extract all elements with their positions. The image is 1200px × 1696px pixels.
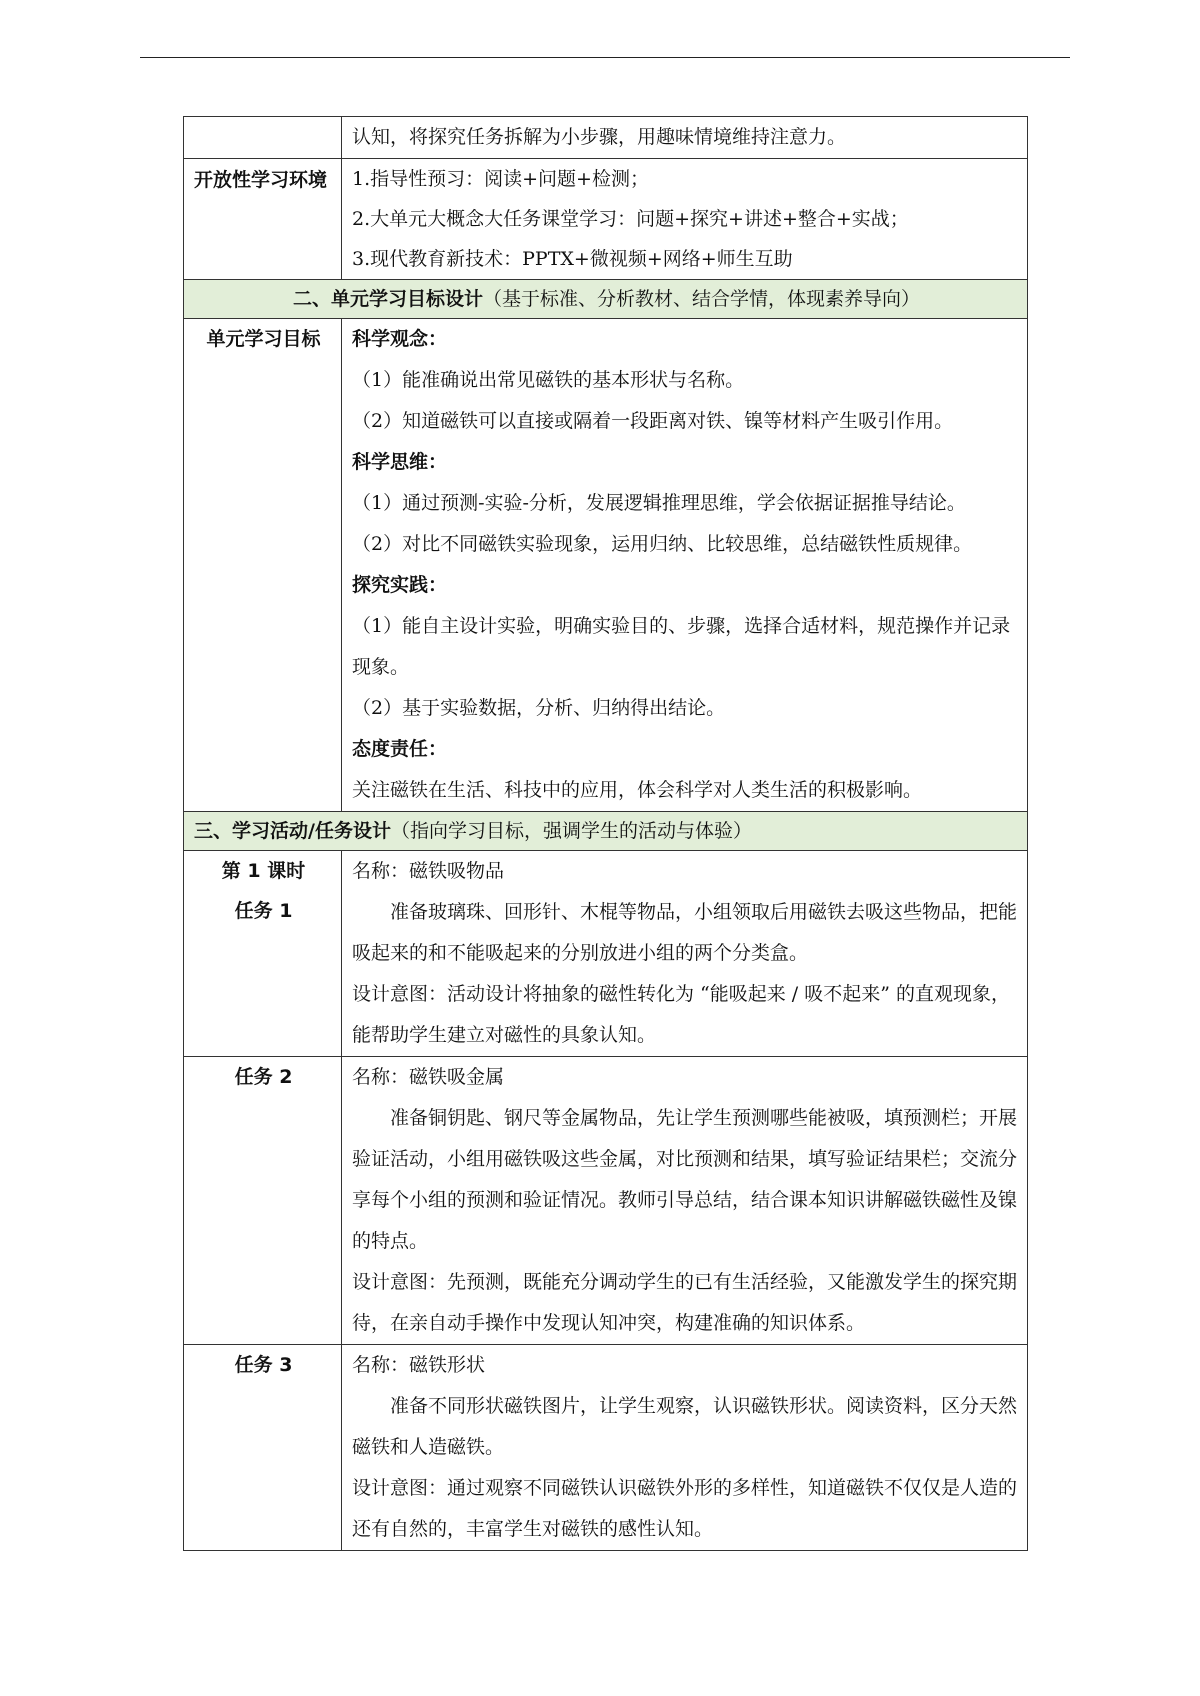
task2-label: 任务 2 xyxy=(184,1057,342,1345)
goal-heading: 科学思维： xyxy=(352,451,448,473)
environment-label: 开放性学习环境 xyxy=(184,159,342,280)
table-row-task2 xyxy=(184,1057,1028,1345)
table-row-task1 xyxy=(184,851,1028,1057)
task3-desc: 准备不同形状磁铁图片，让学生观察，认识磁铁形状。阅读资料，区分天然磁铁和人造磁铁。 xyxy=(352,1395,1018,1458)
task2-desc: 准备铜钥匙、钢尺等金属物品，先让学生预测哪些能被吸，填预测栏；开展验证活动，小组用磁铁吸这些金属，对比预测和结果，填写验证结果栏；交流分享每个小组的预测和验证情况。教师引导总结，结合课本知识讲解磁铁磁性及镍的特点。 xyxy=(352,1107,1018,1252)
section2-title: 二、单元学习目标设计 xyxy=(292,288,483,310)
lesson-plan-table xyxy=(183,116,1028,1551)
task2-name: 名称：磁铁吸金属 xyxy=(352,1066,505,1088)
goal-heading: 科学观念： xyxy=(352,328,448,350)
table-row-goals xyxy=(184,319,1028,812)
environment-item: 2.大单元大概念大任务课堂学习：问题+探究+讲述+整合+实战； xyxy=(352,208,909,230)
task2-content xyxy=(342,1057,1028,1345)
goal-item: （2）基于实验数据，分析、归纳得出结论。 xyxy=(352,697,726,719)
task1-content xyxy=(342,851,1028,1057)
task3-content xyxy=(342,1345,1028,1551)
goals-content xyxy=(342,319,1028,812)
task1-desc: 准备玻璃珠、回形针、木棍等物品，小组领取后用磁铁去吸这些物品，把能吸起来的和不能吸起来的分别放进小组的两个分类盒。 xyxy=(352,901,1018,964)
section2-band xyxy=(184,280,1028,319)
task1-name: 名称：磁铁吸物品 xyxy=(352,860,505,882)
empty-label-cell xyxy=(184,117,342,159)
task1-title: 任务 1 xyxy=(234,900,293,922)
goal-item: （2）对比不同磁铁实验现象，运用归纳、比较思维，总结磁铁性质规律。 xyxy=(352,533,973,555)
goal-heading: 探究实践： xyxy=(352,574,448,596)
section3-note: （指向学习目标，强调学生的活动与体验） xyxy=(390,820,752,842)
goal-item: （2）知道磁铁可以直接或隔着一段距离对铁、镍等材料产生吸引作用。 xyxy=(352,410,954,432)
goal-item: （1）通过预测-实验-分析，发展逻辑推理思维，学会依据证据推导结论。 xyxy=(352,492,966,514)
environment-item: 3.现代教育新技术：PPTX+微视频+网络+师生互助 xyxy=(352,248,793,270)
continued-text-cell xyxy=(342,117,1028,159)
continued-text: 认知，将探究任务拆解为小步骤，用趣味情境维持注意力。 xyxy=(352,126,847,148)
task2-intent: 设计意图：先预测，既能充分调动学生的已有生活经验，又能激发学生的探究期待，在亲自动手操作中发现认知冲突，构建准确的知识体系。 xyxy=(352,1271,1018,1334)
section2-band-row xyxy=(184,280,1028,319)
table-row-continued xyxy=(184,117,1028,159)
goal-item: （1）能准确说出常见磁铁的基本形状与名称。 xyxy=(352,369,745,391)
goals-label: 单元学习目标 xyxy=(184,319,342,812)
section3-band xyxy=(184,812,1028,851)
environment-item: 1.指导性预习：阅读+问题+检测； xyxy=(352,168,649,190)
section3-title: 三、学习活动/任务设计 xyxy=(194,820,391,842)
task1-intent: 设计意图：活动设计将抽象的磁性转化为 “能吸起来 / 吸不起来” 的直观现象，能帮助学生建立对磁性的具象认知。 xyxy=(352,983,1010,1046)
table-row-task3 xyxy=(184,1345,1028,1551)
task3-intent: 设计意图：通过观察不同磁铁认识磁铁外形的多样性，知道磁铁不仅仅是人造的还有自然的，丰富学生对磁铁的感性认知。 xyxy=(352,1477,1018,1540)
environment-content xyxy=(342,159,1028,280)
task1-period: 第 1 课时 xyxy=(221,860,306,882)
goal-item: （1）能自主设计实验，明确实验目的、步骤，选择合适材料，规范操作并记录现象。 xyxy=(352,615,1011,678)
goal-heading: 态度责任： xyxy=(352,738,448,760)
task3-name: 名称：磁铁形状 xyxy=(352,1354,486,1376)
task3-label: 任务 3 xyxy=(184,1345,342,1551)
section3-band-row xyxy=(184,812,1028,851)
task1-label xyxy=(184,851,342,1057)
goal-item: 关注磁铁在生活、科技中的应用，体会科学对人类生活的积极影响。 xyxy=(352,779,923,801)
table-row-environment xyxy=(184,159,1028,280)
section2-note: （基于标准、分析教材、结合学情，体现素养导向） xyxy=(483,288,921,310)
header-rule xyxy=(140,57,1070,58)
